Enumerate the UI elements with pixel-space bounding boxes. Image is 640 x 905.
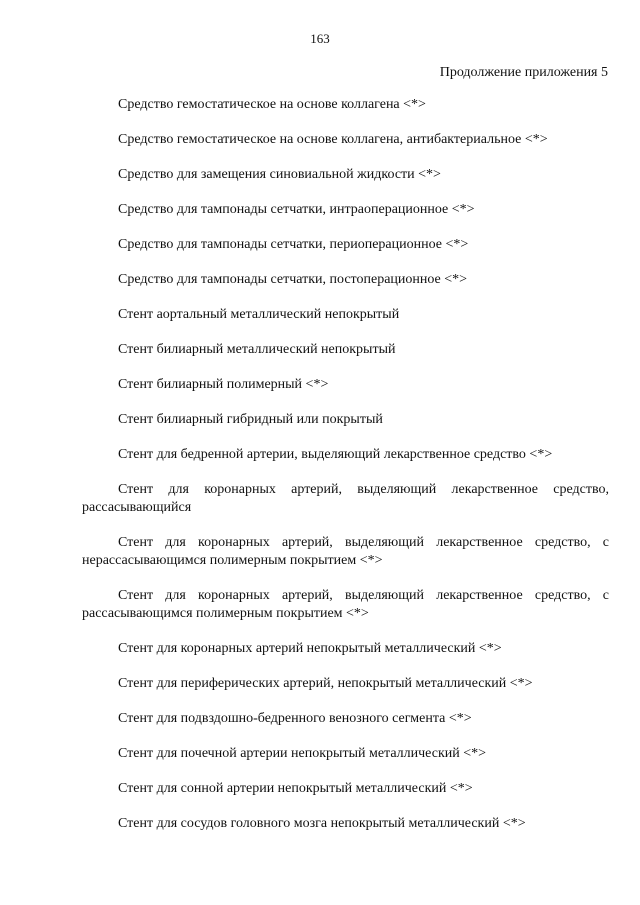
list-item: Стент билиарный гибридный или покрытый <box>118 412 383 427</box>
appendix-continuation-label: Продолжение приложения 5 <box>439 65 608 80</box>
list-item: Стент для коронарных артерий непокрытый металлический <*> <box>118 641 502 656</box>
list-item: Стент для периферических артерий, непокрытый металлический <*> <box>118 676 533 691</box>
list-item: Стент для сосудов головного мозга непокрытый металлический <*> <box>118 816 526 831</box>
list-item: Стент для коронарных артерий, выделяющий лекарственное средство, с рассасывающимся полимерным покрытием <*> <box>82 588 609 621</box>
list-item: Стент билиарный металлический непокрытый <box>118 342 396 357</box>
page-number: 163 <box>310 31 330 46</box>
list-item: Стент билиарный полимерный <*> <box>118 377 329 392</box>
device-list <box>82 96 609 850</box>
list-item: Средство для тампонады сетчатки, периоперационное <*> <box>118 237 469 252</box>
list-item: Средство для тампонады сетчатки, интраоперационное <*> <box>118 202 475 217</box>
list-item: Стент для бедренной артерии, выделяющий лекарственное средство <*> <box>118 447 553 462</box>
list-item: Средство для тампонады сетчатки, постоперационное <*> <box>118 272 468 287</box>
list-item: Средство для замещения синовиальной жидкости <*> <box>118 167 441 182</box>
list-item: Стент для сонной артерии непокрытый металлический <*> <box>118 781 473 796</box>
list-item: Средство гемостатическое на основе коллагена, антибактериальное <*> <box>118 132 548 147</box>
list-item: Стент для коронарных артерий, выделяющий лекарственное средство, с нерассасывающимся полимерным покрытием <*> <box>82 535 609 568</box>
list-item: Стент для почечной артерии непокрытый металлический <*> <box>118 746 487 761</box>
list-item: Стент аортальный металлический непокрытый <box>118 307 400 322</box>
list-item: Стент для подвздошно-бедренного венозного сегмента <*> <box>118 711 472 726</box>
list-item: Стент для коронарных артерий, выделяющий лекарственное средство, рассасывающийся <box>82 482 609 515</box>
list-item: Средство гемостатическое на основе коллагена <*> <box>118 97 426 112</box>
